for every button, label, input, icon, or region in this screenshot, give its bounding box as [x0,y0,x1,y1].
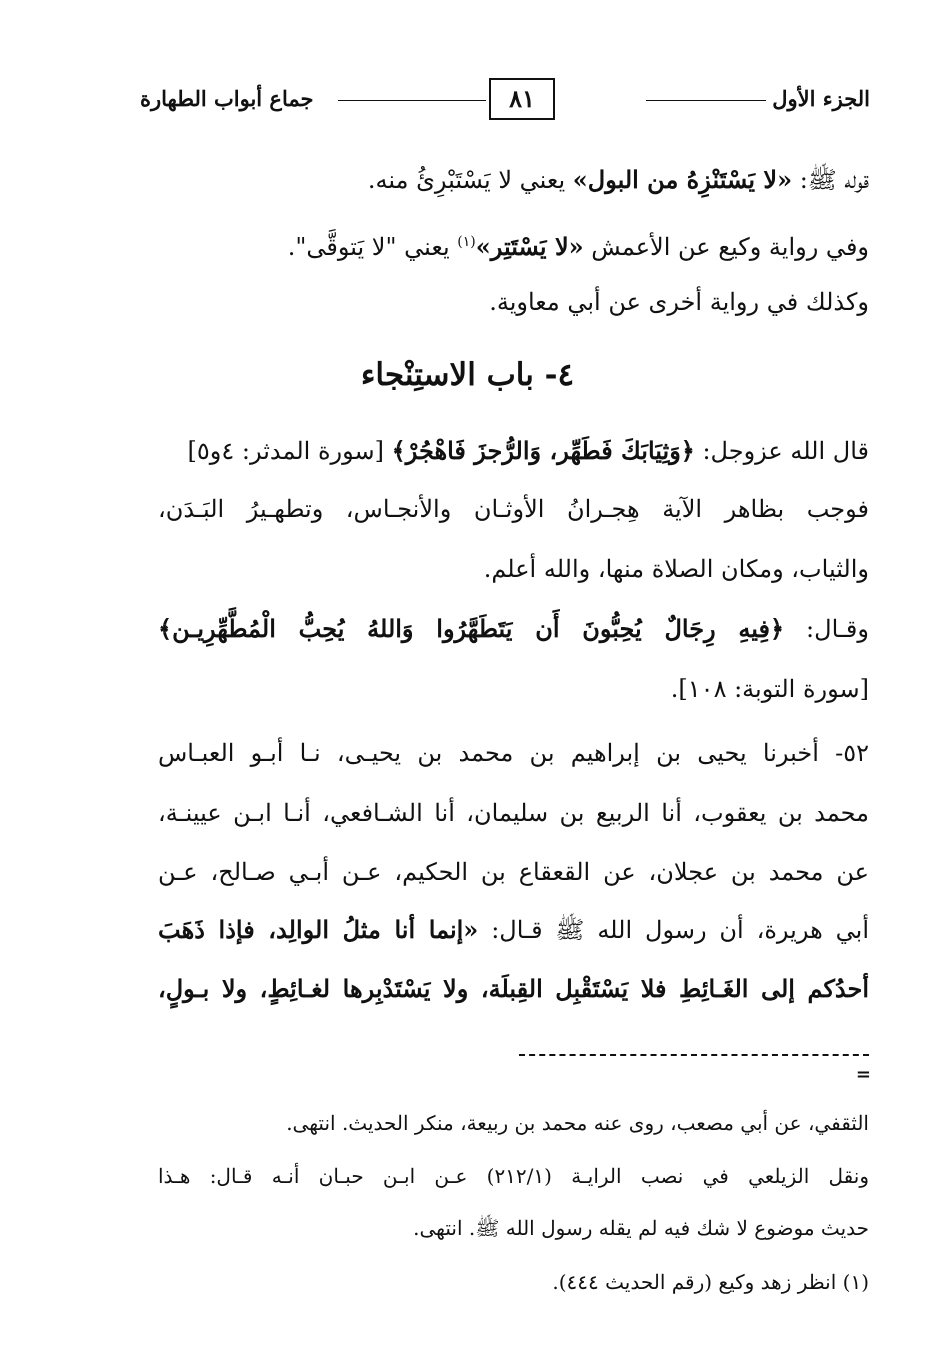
footnote-ref-1: (١) [457,234,476,250]
footnote-line-3: حديث موضوع لا شك فيه لم يقله رسول الله ﷺ. انتهى. [413,1216,869,1240]
p4-lead: قال الله عزوجل: [694,437,869,465]
p6-lead: وقـال: [784,615,869,643]
footnote-separator [519,1054,869,1056]
p6-verse: ﴿فِيهِ رِجَالٌ يُحِبُّونَ أَن يَتَطَهَّرُوا وَاللهُ يُحِبُّ الْمُطَّهِّرِيـن﴾ [158,614,785,643]
body-line-6: والثياب، ومكان الصلاة منها، والله أعلم. [483,555,869,583]
hadith-line-3: عن محمد بن عجلان، عن القعقاع بن الحكيم، عـن أبـي صـالح، عـن [158,858,869,886]
p1-lead: قوله ﷺ: [792,166,869,194]
hadith-line-4-quote: «إنما أنا مثلُ الوالِد، فإذا ذَهَبَ [158,915,479,944]
body-line-5: فوجب بظاهر الآية هِجـرانُ الأوثـان والأنجـاس، وتطهـيرُ البَـدَن، [158,495,869,523]
p1-rest: يعني لا يَسْتَبْرِئُ منه. [367,166,573,194]
chapter-label: جماع أبواب الطهارة [140,86,314,111]
hadith-line-5: أحدُكم إلى الغَـائِطِ فلا يَسْتَقْبِل القِبلَة، ولا يَسْتَدْبِرها لغـائِطٍ، ولا بـولٍ، [158,974,869,1003]
body-line-2 [288,225,869,264]
footnote-line-2: ونقل الزيلعي في نصب الرايـة (٢١٢/١) عـن ابـن حبـان أنـه قـال: هـذا [158,1164,869,1188]
p4-ref: [سورة المدثر: ٤و٥] [187,437,392,465]
page-number: ٨١ [489,78,555,120]
volume-label: الجزء الأول [772,86,870,111]
body-line-4 [188,434,870,468]
p2-rest: يعني "لا يَتوقَّى". [287,233,458,261]
footnote-1: (١) انظر زهد وكيع (رقم الحديث ٤٤٤). [552,1270,869,1294]
hadith-line-2: محمد بن يعقوب، أنا الربيع بن سليمان، أنا الشـافعي، أنـا ابـن عيينـة، [158,799,869,827]
body-line-1 [368,163,869,197]
hadith-line-1: ٥٢- أخبرنا يحيى بن إبراهيم بن محمد بن يحيـى، نـا أبـو العبـاس [158,739,869,767]
section-title: ٤- باب الاستِنْجاء [360,357,575,393]
p2-quote: «لا يَسْتَتِر» [475,232,584,261]
running-header [140,78,870,126]
footnote-line-1: الثقفي، عن أبي مصعب، روى عنه محمد بن ربيعة، منكر الحديث. انتهى. [286,1111,869,1135]
hadith-line-4-lead: أبي هريرة، أن رسول الله ﷺ قـال: [478,916,869,944]
header-rule-left [338,100,486,101]
body-line-3: وكذلك في رواية أخرى عن أبي معاوية. [489,288,869,316]
p2-lead: وفي رواية وكيع عن الأعمش [583,233,869,261]
body-line-8: [سورة التوبة: ١٠٨]. [670,675,869,703]
header-rule-right [646,100,766,101]
p1-quote: «لا يَسْتَنْزِهُ من البول» [572,165,793,194]
p4-verse: ﴿وَثِيَابَكَ فَطَهِّر، وَالرُّجزَ فَاهْجُرْ﴾ [391,436,695,465]
continuation-mark: = [855,1064,871,1085]
hadith-line-4 [158,913,869,947]
body-line-7 [158,612,869,646]
